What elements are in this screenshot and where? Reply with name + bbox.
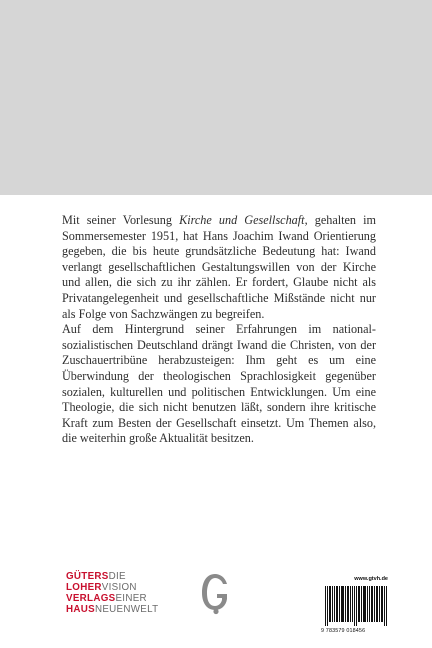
publisher-g-icon xyxy=(199,571,233,615)
logo-word-red: GÜTERS xyxy=(66,571,109,582)
isbn-digits: 9 783579 018456 xyxy=(321,628,366,634)
logo-row xyxy=(66,604,158,615)
blurb-paragraph-1 xyxy=(62,213,376,322)
logo-word-grey: NEUENWELT xyxy=(94,604,159,615)
logo-word-grey: VISION xyxy=(101,582,137,593)
cover-top-band xyxy=(0,0,432,195)
isbn-barcode xyxy=(323,586,389,626)
logo-word-red: VERLAGS xyxy=(66,593,116,604)
blurb-text: , gehalten im Sommersemester 1951, hat Hans Joachim Iwand Orientierung gegeben, die bis heute grundsätzliche Bedeutung hat: Iwand verlangt gesellschaftlichen Gestaltungswillen von der Kirche und allen, die sich zu ihr zählen. Er fordert, Glaube nicht als Privatangelegenheit und gesellschaftliche Mißstände nicht nur als Folge von Sachzwängen zu begreifen. xyxy=(62,213,376,321)
logo-row xyxy=(66,593,158,604)
blurb-paragraph-2: Auf dem Hintergrund seiner Erfahrungen im national-sozialistischen Deutschland drängt Iwand die Christen, von der Zuschauertribüne herabzusteigen: Ihm geht es um eine Überwindung der theologischen Sprachlosigkeit gegenüber sozialen, kulturellen und politischen Entwicklungen. Um eine Theologie, die sich nicht benutzen läßt, sondern ihre kritische Kraft zum Besten der Gesellschaft einsetzt. Um Themen also, die weiterhin große Aktualität besitzen. xyxy=(62,322,376,446)
book-title-italic: Kirche und Gesellschaft xyxy=(179,213,305,227)
logo-row xyxy=(66,571,158,582)
website-url: www.gtvh.de xyxy=(354,576,388,582)
blurb-text: Mit seiner Vorlesung xyxy=(62,213,180,227)
publisher-logo xyxy=(66,571,158,615)
logo-word-red: HAUS xyxy=(66,604,95,615)
logo-word-red: LOHER xyxy=(66,582,102,593)
logo-word-grey: EINER xyxy=(115,593,147,604)
logo-word-grey: DIE xyxy=(108,571,126,582)
back-cover-blurb xyxy=(62,213,376,447)
logo-row xyxy=(66,582,158,593)
